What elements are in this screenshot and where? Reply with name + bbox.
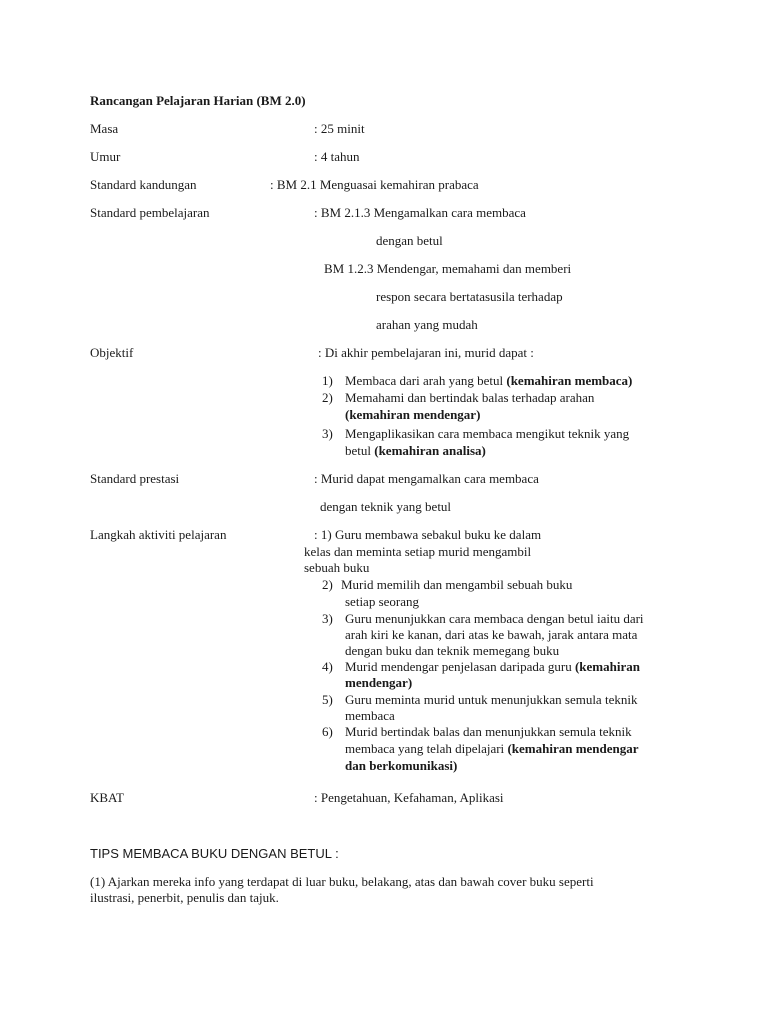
value-umur: : 4 tahun — [314, 149, 360, 164]
step-line: kelas dan meminta setiap murid mengambil — [304, 544, 532, 559]
label-standard-prestasi: Standard prestasi — [90, 471, 180, 486]
value-masa: : 25 minit — [314, 121, 365, 136]
value-standard-pembelajaran-5: arahan yang mudah — [376, 317, 478, 332]
step-line: dengan buku dan teknik memegang buku — [345, 643, 560, 658]
step-number: 2) — [322, 577, 333, 592]
step-line: arah kiri ke kanan, dari atas ke bawah, jarak antara mata — [345, 627, 638, 642]
objective-skill: (kemahiran mendengar) — [345, 407, 481, 422]
tips-line: ilustrasi, penerbit, penulis dan tajuk. — [90, 890, 279, 905]
step-line: Murid bertindak balas dan menunjukkan semula teknik — [345, 724, 632, 739]
value-standard-pembelajaran-1: : BM 2.1.3 Mengamalkan cara membaca — [314, 205, 526, 220]
step-line: sebuah buku — [304, 560, 370, 575]
step-skill: mendengar) — [345, 675, 413, 690]
step-line: membaca yang telah dipelajari (kemahiran mendengar — [345, 741, 639, 756]
label-objektif: Objektif — [90, 345, 134, 360]
tips-heading: TIPS MEMBACA BUKU DENGAN BETUL : — [90, 846, 339, 861]
step-line: Guru menunjukkan cara membaca dengan betul iaitu dari — [345, 611, 644, 626]
value-standard-pembelajaran-2: dengan betul — [376, 233, 443, 248]
page-title: Rancangan Pelajaran Harian (BM 2.0) — [90, 93, 306, 108]
objective-item-cont: betul (kemahiran analisa) — [345, 443, 486, 458]
objective-item: Membaca dari arah yang betul (kemahiran membaca) — [345, 373, 633, 388]
value-standard-prestasi-2: dengan teknik yang betul — [320, 499, 452, 514]
step-skill: dan berkomunikasi) — [345, 758, 458, 773]
objective-number: 3) — [322, 426, 333, 441]
value-standard-prestasi-1: : Murid dapat mengamalkan cara membaca — [314, 471, 539, 486]
label-standard-pembelajaran: Standard pembelajaran — [90, 205, 210, 220]
step-number: 4) — [322, 659, 333, 674]
label-standard-kandungan: Standard kandungan — [90, 177, 197, 192]
label-masa: Masa — [90, 121, 119, 136]
objective-number: 1) — [322, 373, 333, 388]
step-line: Murid mendengar penjelasan daripada guru (kemahiran — [345, 659, 640, 674]
step-number: 6) — [322, 724, 333, 739]
step-line: setiap seorang — [345, 594, 420, 609]
objective-item: Mengaplikasikan cara membaca mengikut teknik yang — [345, 426, 630, 441]
step-line: Guru meminta murid untuk menunjukkan semula teknik — [345, 692, 638, 707]
value-kbat: : Pengetahuan, Kefahaman, Aplikasi — [314, 790, 504, 805]
step-line: Murid memilih dan mengambil sebuah buku — [341, 577, 573, 592]
step-line: : 1) Guru membawa sebakul buku ke dalam — [314, 527, 542, 542]
label-umur: Umur — [90, 149, 121, 164]
step-number: 3) — [322, 611, 333, 626]
objective-item: Memahami dan bertindak balas terhadap arahan — [345, 390, 595, 405]
value-standard-kandungan: : BM 2.1 Menguasai kemahiran prabaca — [270, 177, 479, 192]
label-langkah-aktiviti: Langkah aktiviti pelajaran — [90, 527, 227, 542]
value-objektif: : Di akhir pembelajaran ini, murid dapat : — [318, 345, 534, 360]
step-number: 5) — [322, 692, 333, 707]
value-standard-pembelajaran-4: respon secara bertatasusila terhadap — [376, 289, 563, 304]
objective-number: 2) — [322, 390, 333, 405]
tips-line: (1) Ajarkan mereka info yang terdapat di luar buku, belakang, atas dan bawah cover buku seperti — [90, 874, 594, 889]
step-line: membaca — [345, 708, 395, 723]
label-kbat: KBAT — [90, 790, 124, 805]
value-standard-pembelajaran-3: BM 1.2.3 Mendengar, memahami dan memberi — [324, 261, 572, 276]
